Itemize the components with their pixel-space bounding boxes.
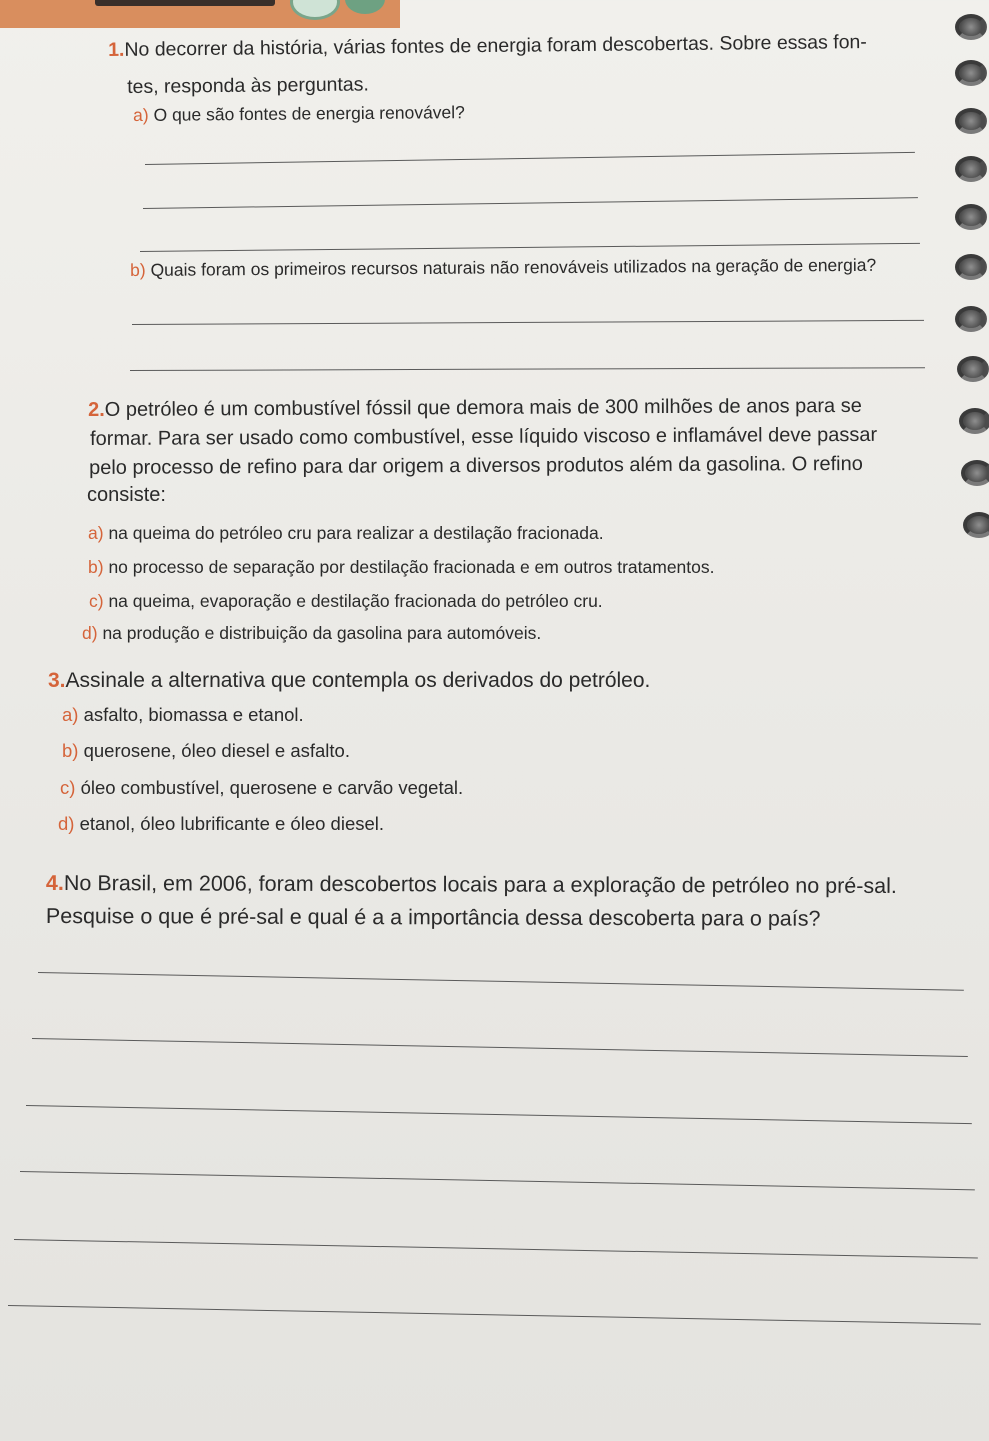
header-title-ink [95,0,275,6]
answer-line[interactable] [132,320,924,325]
question-2-option-b[interactable] [88,555,715,580]
option-text: na queima, evaporação e destilação fracionada do petróleo cru. [108,591,603,611]
question-4-line2 [46,901,821,935]
question-number: 3. [48,669,66,692]
answer-line[interactable] [26,1105,972,1124]
question-2-line4 [87,481,166,510]
answer-line[interactable] [145,152,915,165]
header-circle-icon-2 [345,0,385,14]
question-3 [48,666,650,696]
spiral-ring [955,14,987,40]
question-1b [130,253,876,284]
spiral-ring [955,306,987,332]
option-text: no processo de separação por destilação fracionada e em outros tratamentos. [108,557,715,577]
question-text: Pesquise o que é pré-sal e qual é a a importância dessa descoberta para o país? [45,904,821,931]
question-2-option-c[interactable] [89,589,603,614]
question-2-line2 [90,421,877,454]
spiral-ring [961,460,989,486]
question-text: pelo processo de refino para dar origem a diversos produtos além da gasolina. O refino [89,452,863,479]
question-text: O petróleo é um combustível fóssil que demora mais de 300 milhões de anos para se [104,394,862,421]
question-1-line2 [127,70,369,101]
question-1a [133,100,465,128]
option-letter: d) [58,813,75,834]
answer-line[interactable] [14,1239,978,1259]
option-text: etanol, óleo lubrificante e óleo diesel. [79,813,385,834]
option-letter: c) [89,591,104,611]
question-3-option-d[interactable] [58,811,384,838]
option-text: óleo combustível, querosene e carvão vegetal. [80,777,464,798]
spiral-ring [959,408,989,434]
option-letter: a) [133,104,149,125]
option-text: O que são fontes de energia renovável? [153,102,465,125]
question-text: consiste: [87,484,166,506]
question-3-option-c[interactable] [60,775,463,802]
question-number: 1. [108,38,125,61]
spiral-ring [955,108,987,134]
question-text: tes, responda às perguntas. [127,73,369,98]
option-letter: a) [88,523,104,543]
option-letter: b) [88,557,104,577]
spiral-ring [955,254,987,280]
option-letter: b) [62,740,79,761]
answer-line[interactable] [143,197,918,209]
option-text: na queima do petróleo cru para realizar a destilação fracionada. [108,523,604,543]
spiral-ring [955,204,987,230]
option-letter: b) [130,259,146,280]
option-text: querosene, óleo diesel e asfalto. [83,740,350,761]
spiral-ring [955,60,987,86]
spiral-ring [955,156,987,182]
option-letter: d) [82,623,98,643]
option-text: asfalto, biomassa e etanol. [83,704,304,725]
question-3-option-a[interactable] [62,702,304,729]
header-circle-icon [290,0,340,20]
option-text: Quais foram os primeiros recursos naturais não renováveis utilizados na geração de energia? [150,254,877,280]
question-2-line3 [89,450,863,483]
spiral-ring [957,356,989,382]
question-2 [88,392,862,425]
question-3-option-b[interactable] [62,738,350,765]
question-text: No decorrer da história, várias fontes de energia foram descobertas. Sobre essas fon- [124,31,867,61]
question-text: Assinale a alternativa que contempla os derivados do petróleo. [65,669,651,692]
header-decoration [0,0,400,28]
question-text: No Brasil, em 2006, foram descobertos locais para a exploração de petróleo no pré-sal. [63,871,897,898]
option-letter: c) [60,777,76,798]
question-number: 4. [45,871,64,896]
option-text: na produção e distribuição da gasolina para automóveis. [102,623,542,643]
question-2-option-a[interactable] [88,521,604,546]
question-4 [46,868,897,902]
question-number: 2. [88,398,105,421]
answer-line[interactable] [20,1171,975,1190]
answer-line[interactable] [38,972,964,991]
spiral-ring [963,512,989,538]
answer-line[interactable] [140,243,920,252]
answer-line[interactable] [130,367,925,371]
answer-line[interactable] [32,1038,968,1057]
question-1 [108,28,867,64]
question-text: formar. Para ser usado como combustível, esse líquido viscoso e inflamável deve passar [90,423,878,450]
question-2-option-d[interactable] [82,621,541,646]
answer-line[interactable] [8,1305,981,1325]
spiral-binding [951,14,985,594]
option-letter: a) [62,704,79,725]
